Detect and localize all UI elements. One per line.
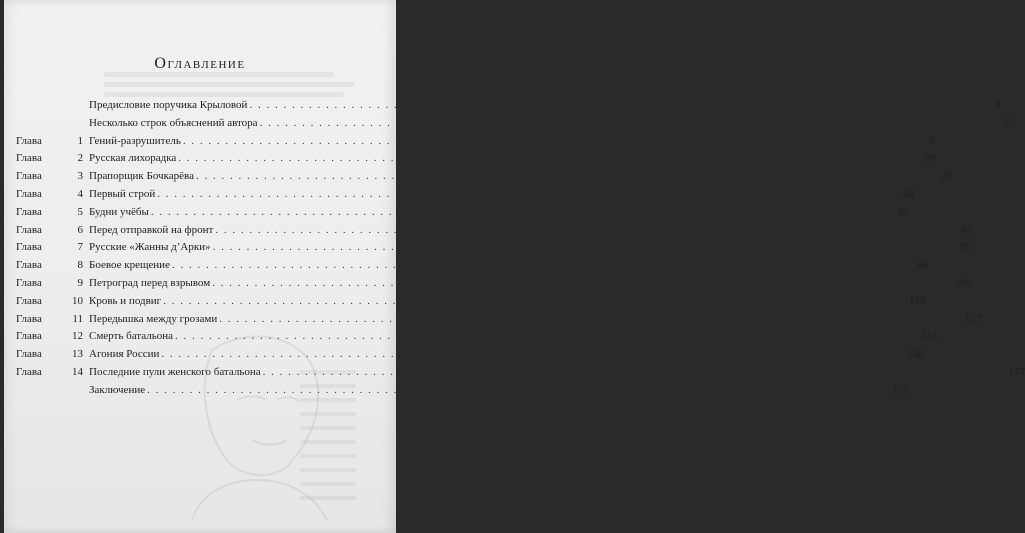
toc-dot-leader [213,239,957,257]
toc-chapter-number: 11 [72,312,83,325]
toc-entry-title: Заключение [89,383,146,396]
toc-entry-title: Последние пули женского батальона [89,365,261,378]
toc-chapter-marker [16,133,89,151]
toc-entry [16,239,970,257]
toc-entry [16,346,924,364]
toc-entry [16,293,926,311]
toc-chapter-number: 6 [77,223,83,236]
toc-chapter-marker [16,364,89,382]
toc-entry [16,222,973,240]
toc-chapter-word: Глава [16,294,42,307]
toc-dot-leader [260,115,1004,133]
toc-entry [16,133,935,151]
toc-dot-leader [161,346,905,364]
toc-chapter-number: 4 [77,187,83,200]
toc-entry [16,311,982,329]
toc-chapter-marker [16,257,89,275]
toc-entry-title: Боевое крещение [89,259,170,272]
toc-chapter-marker [16,293,89,311]
toc-entry-title: Предисловие поручика Крыловой [89,99,248,111]
toc-page-number: 155 [892,383,910,396]
toc-chapter-number: 1 [77,134,83,147]
toc-chapter-number: 3 [77,170,83,183]
toc-dot-leader [219,311,963,329]
toc-entry [16,168,953,186]
toc-chapter-marker [16,186,89,204]
toc-entry-title: Смерть батальона [89,330,173,343]
toc-page-number: 140 [907,348,924,361]
toc-page-number: 147 [1008,365,1025,378]
toc-chapter-number: 8 [77,259,83,272]
toc-entry-title: Кровь и подвиг [89,294,162,307]
toc-dot-leader [151,204,895,222]
toc-chapter-word: Глава [16,223,42,236]
toc-chapter-marker [16,168,89,186]
toc-page-number: 29 [941,170,953,183]
toc-chapter-number: 7 [77,241,83,254]
toc-dot-leader [249,97,993,115]
toc-page-number: 4 [995,99,1001,111]
toc-dot-leader [215,222,959,240]
toc-dot-leader [178,150,922,168]
toc-page-number: 62 [961,223,973,236]
toc-page-number: 99 [957,276,969,289]
toc-dot-leader [263,364,1007,382]
toc-page-number: 127 [964,312,982,325]
toc-page-number: 7 [1005,116,1011,129]
toc-page-number: 40 [903,187,915,200]
toc-entry [16,328,938,346]
toc-chapter-word: Глава [16,330,42,343]
toc-chapter-word: Глава [16,348,42,361]
toc-entry-title: Первый строй [89,187,156,200]
toc-chapter-marker [16,150,89,168]
toc-entry-title: Петроград перед взрывом [89,276,211,289]
toc-page-number: 20 [924,152,935,165]
toc-dot-leader [183,133,927,151]
toc-chapter-marker [16,328,89,346]
toc-chapter-marker [16,346,89,364]
toc-entry [16,382,910,400]
toc-chapter-marker [16,311,89,329]
toc-entry-title: Несколько строк объяснений автора [89,116,258,129]
toc-chapter-word: Глава [16,259,42,272]
toc-entry [16,204,908,222]
toc-entry [16,275,969,293]
toc-chapter-marker [16,222,89,240]
toc-entry [16,97,1001,115]
toc-chapter-number: 14 [72,365,83,378]
toc-page-number: 9 [928,134,935,147]
toc-chapter-word: Глава [16,170,42,183]
toc-chapter-marker [16,204,89,222]
toc-dot-leader [212,275,956,293]
toc-entry-title: Прапорщик Бочкарёва [89,170,194,183]
toc-entry [16,364,1025,382]
toc-dot-leader [147,382,891,400]
toc-dot-leader [172,257,916,275]
toc-page-number: 49 [896,205,908,218]
toc-entry-title: Гений-разрушитель [89,134,181,147]
toc-dot-leader [163,293,907,311]
toc-chapter-word: Глава [16,187,42,200]
toc-entry [16,257,929,275]
toc-chapter-word: Глава [16,365,42,378]
toc-chapter-number: 2 [77,152,83,165]
toc-dot-leader [157,186,901,204]
toc-page-number: 114 [908,294,926,307]
toc-entry-title: Передышка между грозами [89,312,218,325]
book-page [4,0,1025,533]
toc-chapter-word: Глава [16,134,42,147]
toc-entry [16,115,1011,133]
toc-entry-title: Русские «Жанны д’Арки» [89,241,211,254]
toc-chapter-marker [16,275,89,293]
toc-entry-title: Перед отправкой на фронт [89,223,214,236]
toc-chapter-word: Глава [16,205,42,218]
toc-chapter-word: Глава [16,312,42,325]
toc-chapter-number: 9 [77,276,83,289]
table-of-contents [16,97,1025,400]
toc-page-number: 134 [920,330,938,343]
toc-chapter-number: 13 [72,348,83,361]
toc-title: Оглавление [154,55,246,72]
toc-entry-title: Русская лихорадка [89,152,177,165]
toc-chapter-marker [16,239,89,257]
toc-entry [16,186,915,204]
toc-chapter-word: Глава [16,152,42,165]
toc-entry [16,150,935,168]
toc-dot-leader [175,328,919,346]
toc-chapter-word: Глава [16,241,42,254]
toc-chapter-number: 10 [72,294,83,307]
toc-chapter-number: 12 [72,330,83,343]
toc-page-number: 76 [958,241,970,254]
toc-entry-title: Агония России [89,348,160,361]
toc-chapter-number: 5 [77,205,83,218]
toc-dot-leader [196,168,940,186]
toc-chapter-word: Глава [16,276,42,289]
toc-page-number: 88 [917,259,929,272]
toc-entry-title: Будни учёбы [89,205,149,218]
